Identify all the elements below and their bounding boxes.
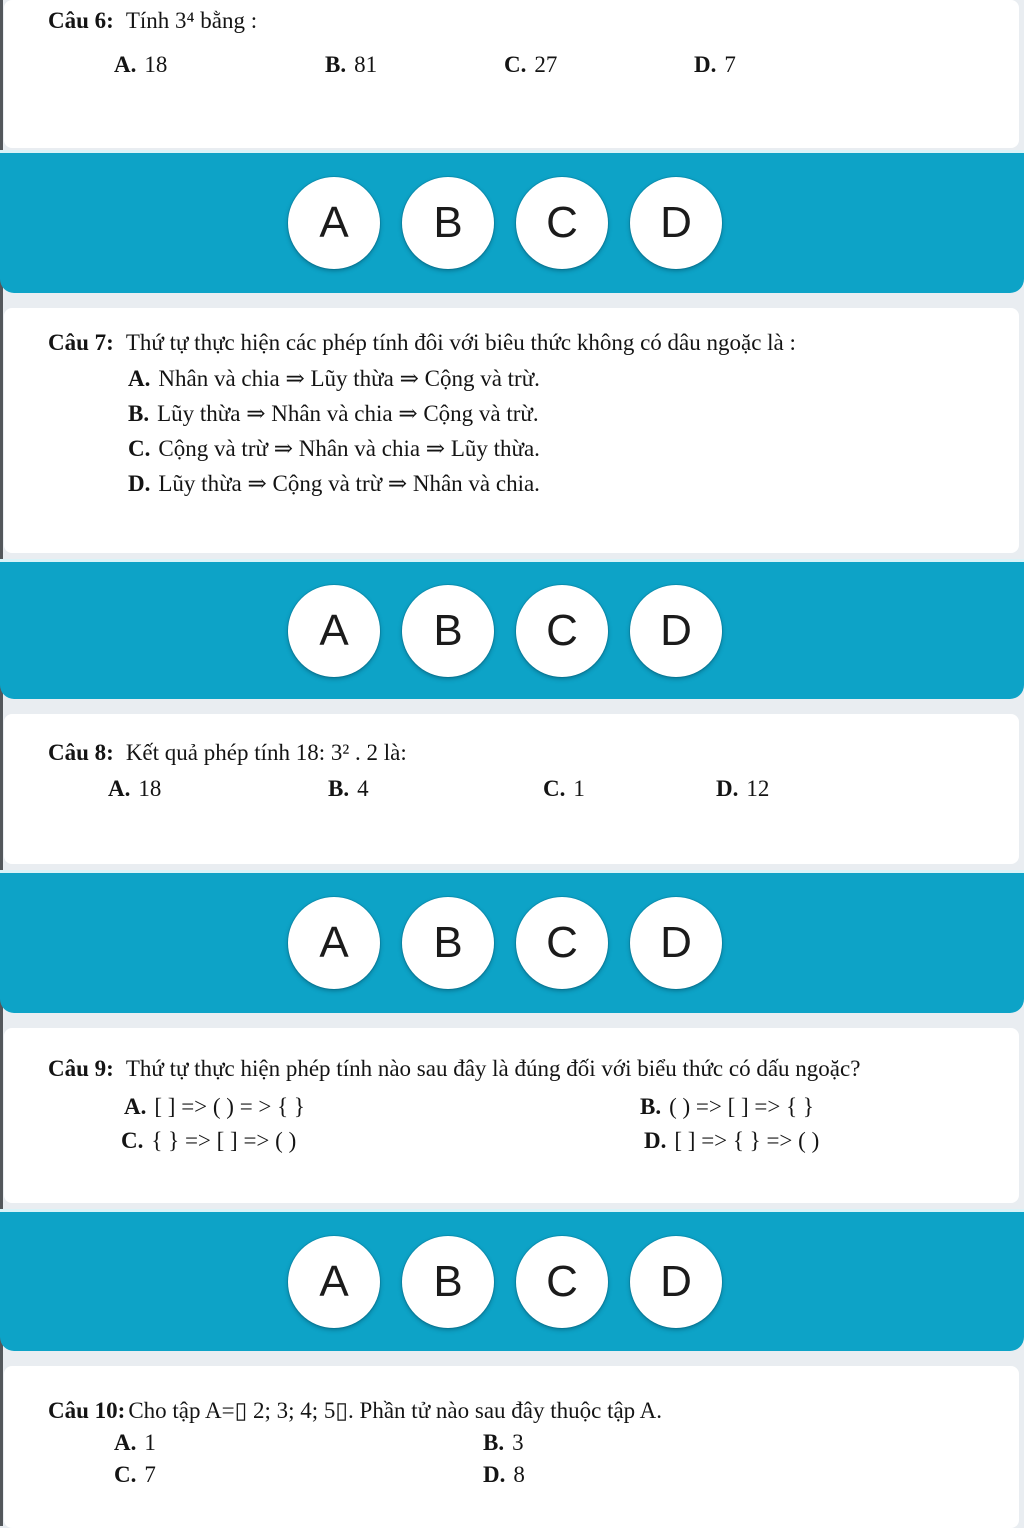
question-7-option-d: [128, 471, 540, 497]
question-6-option-b: [325, 52, 377, 78]
answer-button-d[interactable]: D: [630, 585, 722, 677]
option-letter: A.: [108, 776, 131, 801]
question-10-option-b: [483, 1430, 524, 1456]
question-9-option-b: [640, 1094, 814, 1120]
option-letter: A.: [114, 1430, 137, 1455]
question-8-number: Câu 8:: [48, 740, 114, 765]
question-card-8: [4, 714, 1019, 864]
question-8-option-d: [716, 776, 769, 802]
answer-button-d[interactable]: D: [630, 177, 722, 269]
question-7-option-c: [128, 436, 540, 462]
question-card-9: [4, 1028, 1019, 1203]
option-letter: A.: [124, 1094, 147, 1119]
question-9-option-c: [121, 1128, 296, 1154]
option-letter: B.: [483, 1430, 505, 1455]
question-9-title: [48, 1056, 1009, 1082]
option-letter: D.: [483, 1462, 506, 1487]
question-10-option-c: [114, 1462, 156, 1488]
question-6-option-d: [694, 52, 736, 78]
question-9-option-d: [644, 1128, 819, 1154]
option-text: ( ) => [ ] => { }: [669, 1094, 814, 1119]
answer-bar-question-8: [0, 870, 1024, 1013]
option-letter: C.: [128, 436, 151, 461]
option-text: 1: [144, 1430, 156, 1455]
question-9-option-a: [124, 1094, 305, 1120]
option-letter: D.: [694, 52, 717, 77]
question-6-text: Tính 3⁴ bằng :: [125, 8, 258, 33]
answer-button-d[interactable]: D: [630, 1236, 722, 1328]
option-text: Lũy thừa ⇒ Cộng và trừ ⇒ Nhân và chia.: [158, 471, 540, 496]
option-text: Nhân và chia ⇒ Lũy thừa ⇒ Cộng và trừ.: [158, 366, 540, 391]
question-10-number: Câu 10:: [48, 1398, 126, 1423]
question-6-option-a: [114, 52, 167, 78]
option-letter: D.: [644, 1128, 667, 1153]
answer-button-a[interactable]: A: [288, 177, 380, 269]
question-8-option-a: [108, 776, 161, 802]
option-letter: A.: [128, 366, 151, 391]
question-8-option-c: [543, 776, 585, 802]
answer-button-a[interactable]: A: [288, 1236, 380, 1328]
option-text: 1: [573, 776, 585, 801]
option-letter: C.: [114, 1462, 137, 1487]
option-letter: D.: [716, 776, 739, 801]
option-letter: B.: [640, 1094, 662, 1119]
option-letter: B.: [325, 52, 347, 77]
question-10-title: [48, 1398, 1009, 1424]
answer-button-c[interactable]: C: [516, 897, 608, 989]
option-text: 27: [534, 52, 558, 77]
question-10-option-d: [483, 1462, 525, 1488]
answer-button-a[interactable]: A: [288, 585, 380, 677]
option-text: 18: [144, 52, 168, 77]
answer-bar-question-9: [0, 1209, 1024, 1351]
option-letter: C.: [121, 1128, 144, 1153]
question-9-text: Thứ tự thực hiện phép tính nào sau đây là đúng đối với biểu thức có dấu ngoặc?: [125, 1056, 861, 1081]
option-text: 8: [513, 1462, 525, 1487]
option-text: Lũy thừa ⇒ Nhân và chia ⇒ Cộng và trừ.: [157, 401, 539, 426]
option-text: [ ] => { } => ( ): [674, 1128, 820, 1153]
answer-button-c[interactable]: C: [516, 585, 608, 677]
question-7-number: Câu 7:: [48, 330, 114, 355]
question-7-title: [48, 330, 1009, 356]
question-10-option-a: [114, 1430, 156, 1456]
answer-button-c[interactable]: C: [516, 177, 608, 269]
question-card-7: [4, 308, 1019, 553]
answer-button-b[interactable]: B: [402, 897, 494, 989]
question-8-text: Kết quả phép tính 18: 3² . 2 là:: [125, 740, 407, 765]
option-text: 3: [512, 1430, 524, 1455]
question-7-text: Thứ tự thực hiện các phép tính đôi với biêu thức không có dâu ngoặc là :: [125, 330, 796, 355]
question-7-option-b: [128, 401, 539, 427]
answer-button-b[interactable]: B: [402, 177, 494, 269]
question-card-6: [4, 0, 1019, 148]
answer-button-a[interactable]: A: [288, 897, 380, 989]
option-letter: A.: [114, 52, 137, 77]
question-9-number: Câu 9:: [48, 1056, 114, 1081]
option-text: 7: [724, 52, 736, 77]
answer-bar-question-7: [0, 559, 1024, 699]
answer-button-d[interactable]: D: [630, 897, 722, 989]
option-text: 12: [746, 776, 770, 801]
question-10-text: Cho tập A=▯ 2; 3; 4; 5▯. Phần tử nào sau đây thuộc tập A.: [128, 1398, 663, 1423]
option-text: 81: [354, 52, 378, 77]
option-text: 4: [357, 776, 369, 801]
option-letter: B.: [328, 776, 350, 801]
option-letter: C.: [504, 52, 527, 77]
question-6-option-c: [504, 52, 557, 78]
option-text: 18: [138, 776, 162, 801]
answer-button-b[interactable]: B: [402, 1236, 494, 1328]
option-text: { } => [ ] => ( ): [151, 1128, 297, 1153]
question-6-title: [48, 8, 1009, 34]
answer-button-b[interactable]: B: [402, 585, 494, 677]
answer-button-c[interactable]: C: [516, 1236, 608, 1328]
answer-bar-question-6: [0, 150, 1024, 293]
option-text: 7: [144, 1462, 156, 1487]
question-7-option-a: [128, 366, 540, 392]
option-letter: D.: [128, 471, 151, 496]
question-6-number: Câu 6:: [48, 8, 114, 33]
option-text: Cộng và trừ ⇒ Nhân và chia ⇒ Lũy thừa.: [158, 436, 540, 461]
option-letter: B.: [128, 401, 150, 426]
question-card-10: [4, 1366, 1019, 1528]
question-8-title: [48, 740, 1009, 766]
option-letter: C.: [543, 776, 566, 801]
option-text: [ ] => ( ) = > { }: [154, 1094, 305, 1119]
question-8-option-b: [328, 776, 369, 802]
